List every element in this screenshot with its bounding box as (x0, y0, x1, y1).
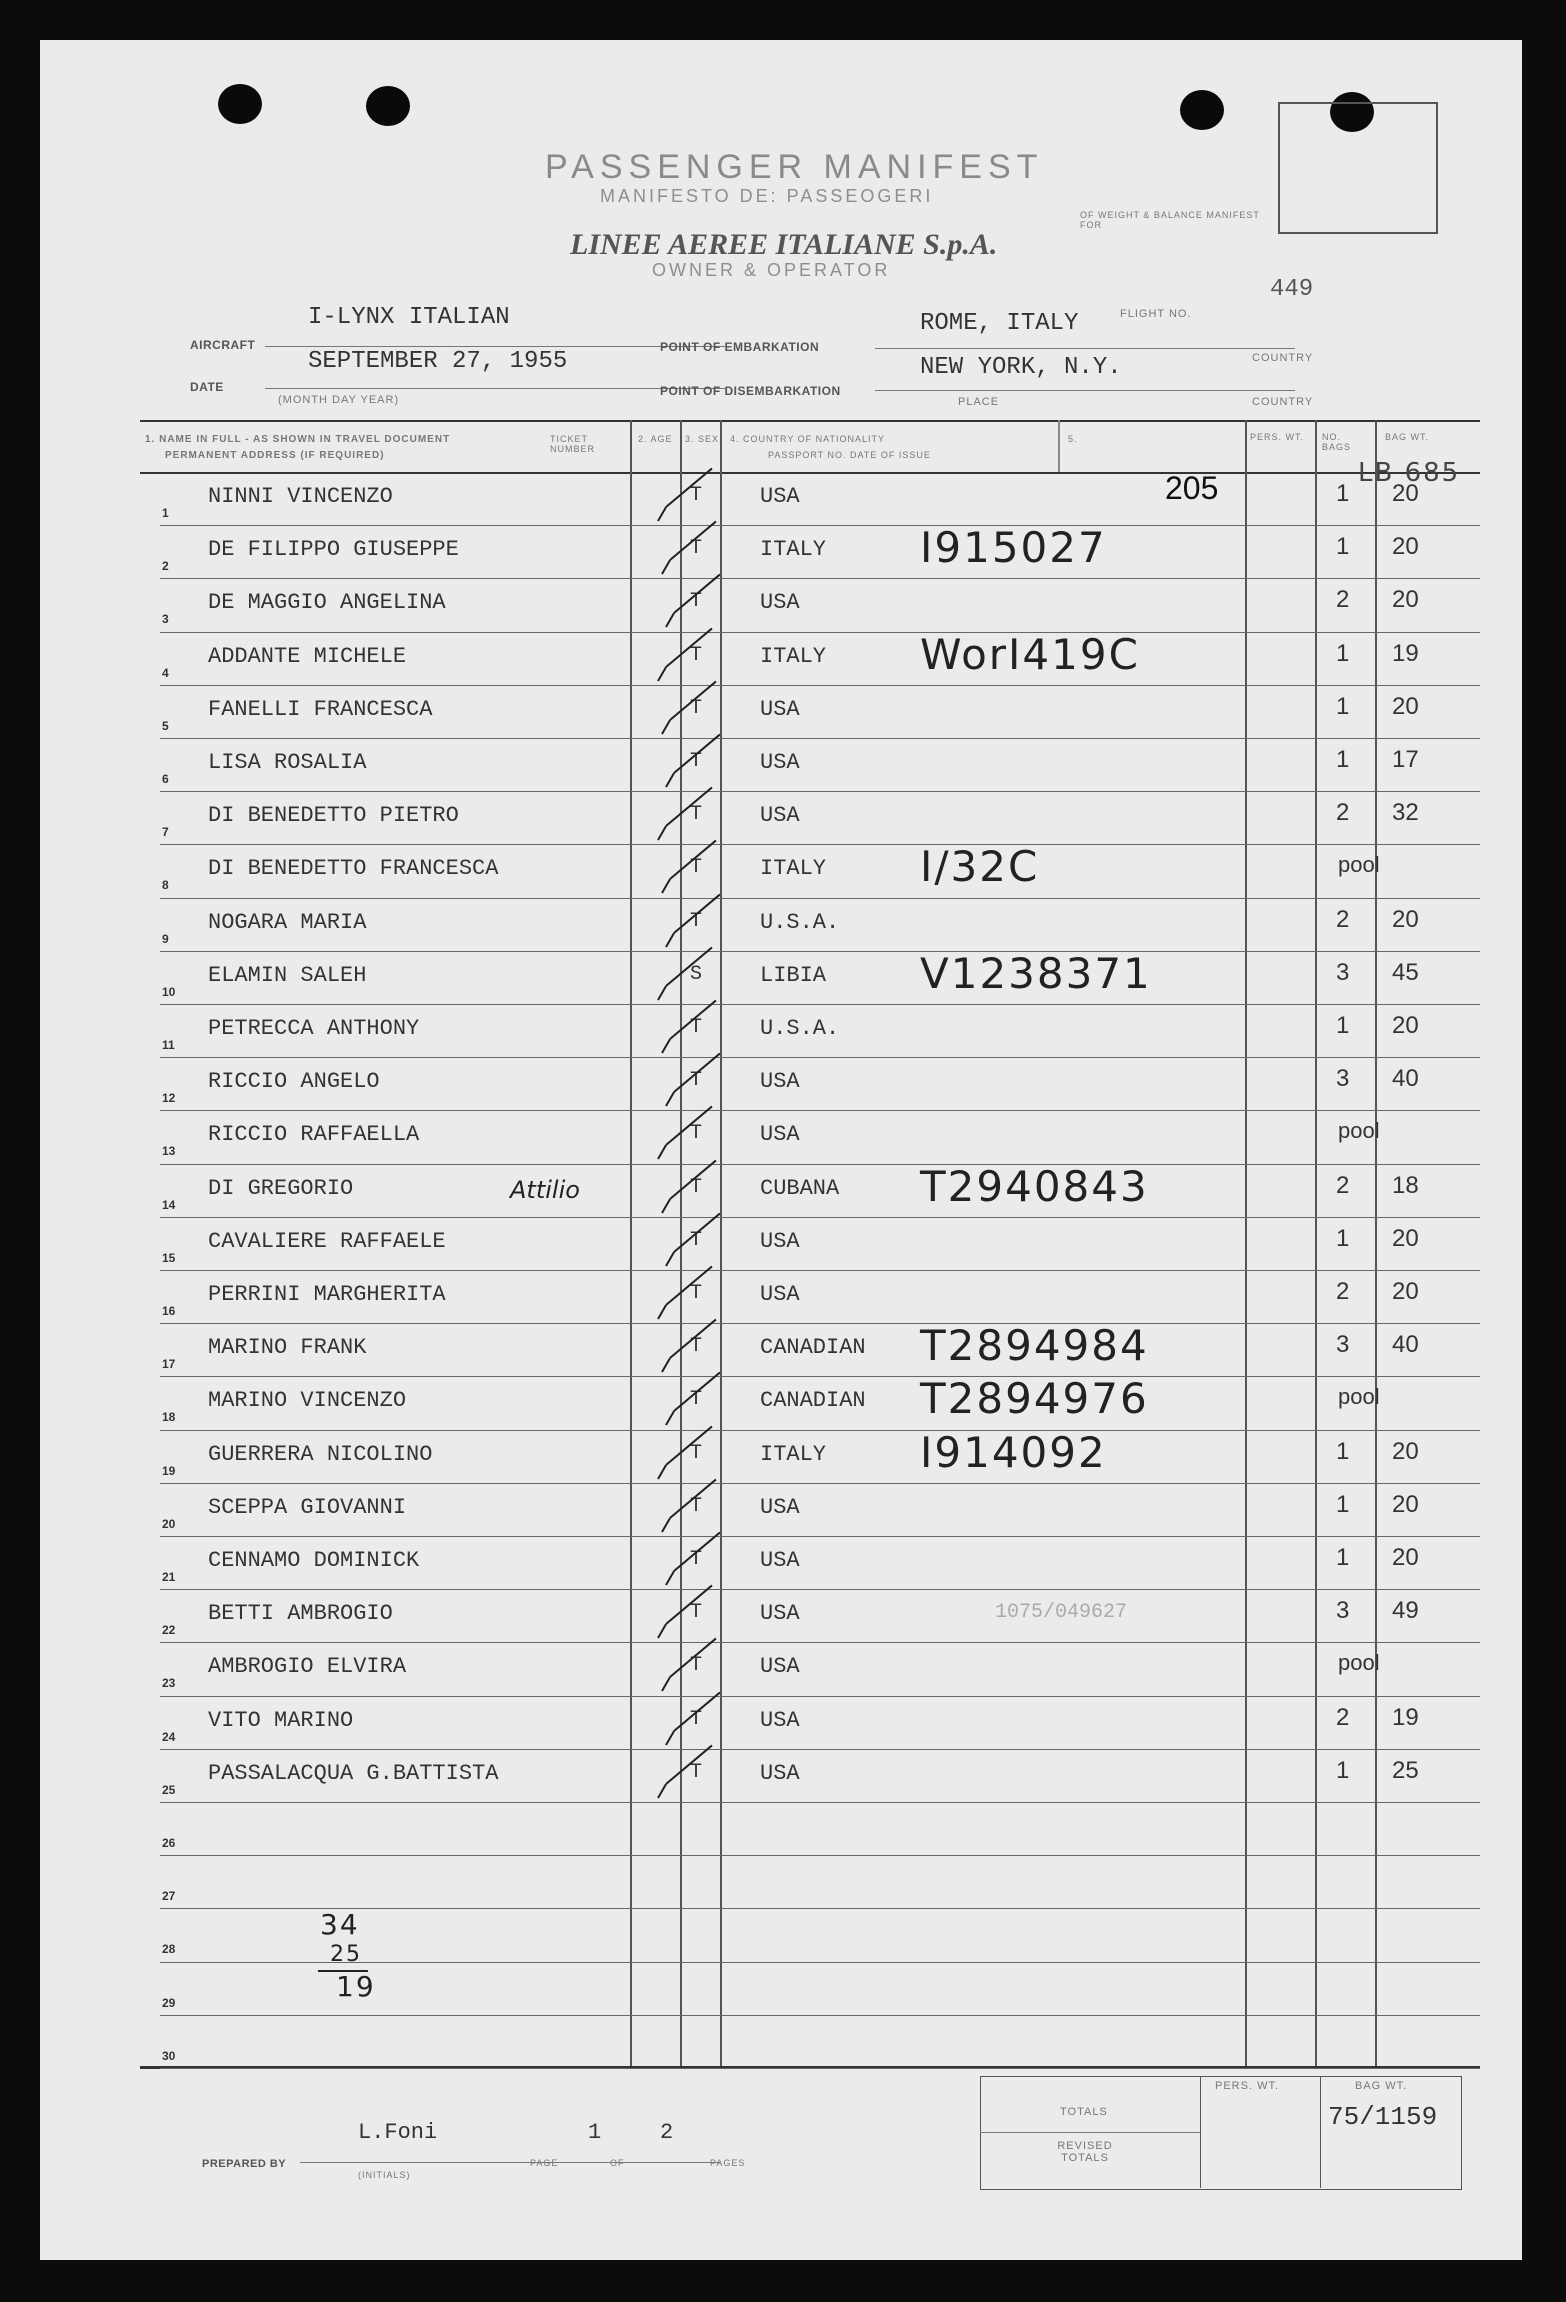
manifest-subtitle: MANIFESTO DE: PASSEOGERI (600, 186, 934, 206)
page-label: PAGE (530, 2158, 559, 2168)
passenger-country: USA (760, 1548, 800, 1573)
row-number: 9 (162, 931, 169, 946)
check-mark (665, 1411, 675, 1426)
total-pages: 2 (660, 2120, 674, 2145)
pooled-baggage: pool (1338, 1118, 1380, 1144)
row-number: 7 (162, 825, 169, 840)
col-name-header-2: PERMANENT ADDRESS (IF REQUIRED) (165, 450, 385, 461)
passenger-name: PETRECCA ANTHONY (208, 1016, 420, 1041)
check-mark (657, 666, 667, 681)
row-number: 23 (162, 1676, 176, 1691)
check-mark (665, 1251, 675, 1266)
bag-count: 1 (1336, 1012, 1350, 1039)
passenger-sex: T (690, 1282, 703, 1305)
bag-count: 3 (1336, 1331, 1350, 1359)
punch-hole (1180, 90, 1224, 130)
passenger-country: USA (760, 803, 800, 829)
passenger-name: VITO MARINO (208, 1707, 354, 1733)
passenger-country: USA (760, 484, 800, 509)
initials-label: (INITIALS) (358, 2170, 411, 2180)
check-mark-stroke (665, 1425, 712, 1465)
passport-number-handwritten: I/32C (920, 842, 1040, 892)
passenger-country: ITALY (760, 856, 827, 882)
check-mark (657, 826, 667, 841)
check-mark (657, 1783, 667, 1798)
check-mark (665, 1571, 675, 1586)
passenger-country: USA (760, 1282, 800, 1307)
bag-count: 2 (1336, 1171, 1350, 1199)
row-number: 24 (162, 1729, 176, 1744)
table-top-rule (140, 420, 1480, 422)
row-number: 17 (162, 1357, 176, 1372)
row-number: 22 (162, 1623, 176, 1638)
passenger-country: USA (760, 1601, 800, 1627)
passenger-country: USA (760, 1122, 800, 1148)
passenger-name: NINNI VINCENZO (208, 484, 393, 509)
bag-count: 2 (1336, 799, 1350, 827)
tally-1: 34 (320, 1908, 360, 1941)
row-number: 11 (162, 1038, 175, 1052)
row-rule (160, 898, 1480, 899)
row-rule (160, 951, 1480, 952)
check-mark (665, 1092, 675, 1107)
bag-count: 1 (1336, 746, 1350, 773)
passenger-name: PASSALACQUA G.BATTISTA (208, 1760, 499, 1786)
passenger-sex: T (690, 1548, 703, 1571)
tally-2: 25 (330, 1942, 362, 1967)
check-mark (661, 560, 671, 575)
row-rule (160, 578, 1480, 579)
col-country-header-2: PASSPORT NO. DATE OF ISSUE (768, 450, 931, 460)
passenger-sex: T (690, 484, 703, 507)
country-label-2: COUNTRY (1252, 396, 1314, 408)
footer-bag-wt-label: BAG WT. (1355, 2080, 1408, 2092)
passenger-name: BETTI AMBROGIO (208, 1601, 393, 1627)
row-rule (160, 1376, 1480, 1377)
passport-number-handwritten: V1238371 (920, 948, 1152, 998)
bag-count: 1 (1336, 692, 1350, 720)
check-mark (661, 879, 671, 894)
passenger-name: ELAMIN SALEH (208, 962, 367, 988)
passenger-name: DE MAGGIO ANGELINA (208, 590, 446, 616)
disembark-point: NEW YORK, N.Y. (920, 354, 1122, 381)
bag-weight: 40 (1392, 1065, 1419, 1093)
flight-date: SEPTEMBER 27, 1955 (308, 348, 568, 375)
country-label: COUNTRY (1252, 352, 1314, 364)
row-rule (160, 1430, 1480, 1431)
check-mark (661, 1517, 671, 1532)
passenger-name: DI BENEDETTO PIETRO (208, 803, 459, 829)
passenger-sex: T (690, 1441, 703, 1465)
row-number: 30 (162, 2048, 176, 2063)
bag-count: 2 (1336, 1278, 1350, 1305)
row-rule (160, 1642, 1480, 1643)
bag-count: 3 (1336, 1597, 1350, 1625)
passenger-name: LISA ROSALIA (208, 750, 367, 775)
passenger-country: ITALY (760, 537, 827, 563)
row-rule (160, 844, 1480, 845)
row-rule (160, 632, 1480, 633)
date-label: DATE (190, 380, 224, 394)
check-mark (657, 1464, 667, 1479)
bag-weight: 20 (1392, 586, 1419, 614)
passport-number-handwritten: WorI419C (920, 629, 1140, 679)
passenger-sex: T (690, 1228, 703, 1252)
embark-label: POINT OF EMBARKATION (660, 340, 820, 354)
passenger-sex: T (690, 803, 703, 827)
passenger-name: MARINO FRANK (208, 1335, 367, 1361)
punch-hole (218, 84, 262, 124)
pooled-baggage: pool (1338, 1650, 1380, 1676)
passenger-name: SCEPPA GIOVANNI (208, 1494, 407, 1520)
weight-note: OF WEIGHT & BALANCE MANIFEST FOR (1080, 210, 1260, 230)
passenger-sex: T (690, 590, 703, 614)
check-mark-stroke (665, 627, 712, 667)
bag-count: 2 (1336, 586, 1350, 614)
passenger-country: USA (760, 1760, 800, 1786)
check-mark (657, 1305, 667, 1320)
row-annotation: 1075/049627 (995, 1601, 1128, 1625)
of-label: OF (610, 2158, 625, 2168)
passenger-country: USA (760, 1069, 800, 1095)
table-header-rule (140, 472, 1480, 474)
check-mark (665, 773, 675, 788)
embark-point: ROME, ITALY (920, 310, 1079, 337)
row-rule (160, 685, 1480, 686)
bag-weight: 32 (1392, 799, 1419, 827)
check-mark (665, 1730, 675, 1745)
passenger-country: U.S.A. (760, 909, 840, 935)
row-number: 4 (162, 665, 169, 680)
page-number: 1 (588, 2120, 602, 2145)
passenger-country: CANADIAN (760, 1335, 866, 1361)
row-annotation: Attilio (510, 1175, 580, 1204)
passenger-sex: T (690, 696, 703, 720)
col-pcs-header: NO. BAGS (1322, 432, 1352, 452)
col-name-header: 1. NAME IN FULL - AS SHOWN IN TRAVEL DOCUMENT (145, 434, 451, 445)
passenger-sex: T (690, 1494, 703, 1518)
row-rule (160, 1164, 1480, 1165)
row-rule (160, 1483, 1480, 1484)
passport-number-handwritten: T2894984 (920, 1321, 1149, 1371)
check-mark (661, 1358, 671, 1373)
footer-pers-wt-label: PERS. WT. (1215, 2080, 1280, 2092)
passenger-country: U.S.A. (760, 1016, 840, 1041)
row-number: 18 (162, 1410, 176, 1425)
passenger-sex: T (690, 1069, 703, 1093)
bag-weight: 49 (1392, 1597, 1419, 1625)
check-mark (657, 985, 667, 1000)
row-rule (160, 1270, 1480, 1271)
row-number: 27 (162, 1889, 176, 1904)
corner-box (1278, 102, 1438, 234)
bag-weight: 19 (1392, 639, 1419, 667)
row-number: 19 (162, 1463, 176, 1478)
bag-count: 1 (1336, 1224, 1350, 1252)
passenger-country: ITALY (760, 643, 827, 669)
passport-number-handwritten: I914092 (920, 1427, 1107, 1477)
passport-number-handwritten: T2894976 (920, 1374, 1149, 1424)
row-number: 14 (162, 1197, 176, 1212)
bag-count: 1 (1336, 639, 1350, 667)
flight-no-label: FLIGHT NO. (1120, 308, 1192, 320)
passenger-sex: T (690, 1601, 703, 1625)
bag-count: 1 (1336, 533, 1350, 561)
bag-weight: 20 (1392, 905, 1419, 933)
passenger-name: DE FILIPPO GIUSEPPE (208, 537, 459, 563)
passenger-sex: T (690, 1175, 703, 1199)
bag-weight: 19 (1392, 1703, 1419, 1731)
passenger-country: CUBANA (760, 1175, 840, 1201)
row-number: 10 (162, 984, 176, 999)
bag-weight-total: 75/1159 (1328, 2102, 1438, 2132)
row-number: 2 (162, 559, 169, 574)
passenger-country: USA (760, 590, 800, 616)
check-mark-stroke (665, 1585, 712, 1625)
prepared-by: L.Foni (358, 2120, 438, 2145)
passenger-sex: T (690, 1707, 703, 1731)
passenger-sex: T (690, 1335, 703, 1359)
check-mark-stroke (665, 946, 712, 986)
bag-weight: 40 (1392, 1331, 1419, 1359)
passenger-name: RICCIO ANGELO (208, 1069, 380, 1095)
row-rule (160, 1696, 1480, 1697)
check-mark (657, 507, 667, 522)
row-rule (160, 1855, 1480, 1856)
bag-weight: 17 (1392, 746, 1419, 773)
place-label: PLACE (958, 396, 1000, 408)
check-mark (665, 932, 675, 947)
col-bag-wt-header: BAG WT. (1385, 432, 1430, 442)
bag-count: 1 (1336, 480, 1350, 507)
row-rule (160, 738, 1480, 739)
passenger-country: USA (760, 1707, 800, 1733)
check-mark (657, 1624, 667, 1639)
row-annotation: 205 (1165, 470, 1219, 506)
col-pers-wt-header: PERS. WT. (1250, 432, 1305, 442)
col-country-header: 4. COUNTRY OF NATIONALITY (730, 434, 886, 444)
passenger-name: AMBROGIO ELVIRA (208, 1654, 407, 1680)
row-number: 21 (162, 1570, 176, 1584)
bag-count: 3 (1336, 958, 1350, 986)
passenger-country: USA (760, 750, 800, 775)
passenger-sex: T (690, 1122, 703, 1146)
pooled-baggage: pool (1338, 852, 1380, 878)
passenger-name: DI BENEDETTO FRANCESCA (208, 856, 499, 882)
airline-name: LINEE AEREE ITALIANE S.p.A. (570, 228, 998, 261)
row-number: 8 (162, 878, 169, 893)
check-mark (661, 719, 671, 734)
passenger-name: ADDANTE MICHELE (208, 643, 407, 669)
row-rule (160, 791, 1480, 792)
check-mark (665, 613, 675, 628)
row-number: 29 (162, 1995, 176, 2010)
passenger-sex: T (690, 1016, 703, 1039)
bag-count: 3 (1336, 1065, 1350, 1093)
row-number: 26 (162, 1836, 176, 1850)
col-5-header: 5. (1068, 434, 1078, 444)
bag-weight: 20 (1392, 1544, 1419, 1571)
passenger-name: DI GREGORIO (208, 1175, 354, 1201)
check-mark-stroke (665, 1266, 712, 1306)
row-rule (160, 1589, 1480, 1590)
passenger-sex: T (690, 856, 703, 880)
aircraft: I-LYNX ITALIAN (308, 304, 510, 331)
bag-weight: 45 (1392, 958, 1419, 986)
manifest-title: PASSENGER MANIFEST (545, 148, 1044, 186)
row-rule (160, 1323, 1480, 1324)
owner-label: OWNER & OPERATOR (652, 260, 891, 280)
passenger-sex: T (690, 1388, 703, 1412)
passenger-sex: T (690, 643, 703, 667)
bag-count: 2 (1336, 905, 1350, 933)
bag-weight: 20 (1392, 1490, 1419, 1518)
row-number: 13 (162, 1144, 176, 1159)
check-mark (661, 1677, 671, 1692)
bag-weight: 20 (1392, 692, 1419, 720)
manifest-sheet (40, 40, 1522, 2260)
col-sex-header: 3. SEX (685, 434, 720, 444)
bag-weight: 20 (1392, 1224, 1419, 1252)
bag-weight: 20 (1392, 1437, 1419, 1465)
punch-hole (366, 86, 410, 126)
row-number: 6 (162, 772, 169, 786)
row-number: 1 (162, 506, 169, 520)
bag-weight: 20 (1392, 1012, 1419, 1039)
passenger-sex: T (690, 909, 703, 933)
bag-weight: 20 (1392, 533, 1419, 561)
bag-count: 1 (1336, 1490, 1350, 1518)
bag-weight: 20 (1392, 1278, 1419, 1305)
row-rule (160, 1802, 1480, 1803)
bag-count: 1 (1336, 1756, 1350, 1784)
row-rule (160, 1057, 1480, 1058)
bag-weight: 18 (1392, 1171, 1419, 1199)
row-rule (160, 1536, 1480, 1537)
tally-3: 19 (336, 1970, 376, 2003)
bag-header-note: LB 685 (1358, 458, 1461, 488)
totals-box (980, 2076, 1462, 2190)
passenger-country: USA (760, 1654, 800, 1680)
bag-count: 1 (1336, 1437, 1350, 1465)
check-mark (661, 1198, 671, 1213)
passenger-sex: T (690, 537, 703, 561)
row-rule (160, 1110, 1480, 1111)
check-mark-stroke (665, 1744, 712, 1784)
passenger-name: MARINO VINCENZO (208, 1388, 407, 1414)
row-number: 16 (162, 1304, 176, 1318)
row-rule (160, 525, 1480, 526)
passenger-country: USA (760, 696, 800, 722)
passenger-name: CAVALIERE RAFFAELE (208, 1228, 446, 1254)
passenger-country: ITALY (760, 1441, 827, 1467)
passport-number-handwritten: T2940843 (920, 1161, 1149, 1211)
bag-weight: 20 (1392, 480, 1419, 507)
row-number: 20 (162, 1516, 176, 1531)
row-rule (160, 2015, 1480, 2016)
passenger-country: LIBIA (760, 962, 827, 988)
bag-count: 2 (1336, 1703, 1350, 1731)
pages-label: PAGES (710, 2158, 746, 2168)
passenger-name: PERRINI MARGHERITA (208, 1282, 446, 1307)
date-format: (MONTH DAY YEAR) (278, 394, 400, 406)
row-rule (160, 1217, 1480, 1218)
flight-no: 449 (1270, 276, 1314, 303)
col-age-header: 2. AGE (638, 434, 673, 444)
totals-label: TOTALS (1060, 2106, 1108, 2118)
passport-number-handwritten: I915027 (920, 523, 1107, 573)
check-mark (661, 1039, 671, 1054)
row-number: 5 (162, 718, 169, 733)
row-rule (160, 1749, 1480, 1750)
passenger-sex: T (690, 750, 703, 773)
passenger-country: CANADIAN (760, 1388, 866, 1414)
passenger-name: FANELLI FRANCESCA (208, 696, 433, 722)
row-number: 28 (162, 1942, 176, 1957)
passenger-sex: S (690, 962, 703, 986)
passenger-country: USA (760, 1494, 800, 1520)
prepared-label: PREPARED BY (202, 2158, 287, 2170)
disembark-label: POINT OF DISEMBARKATION (660, 384, 841, 398)
passenger-name: CENNAMO DOMINICK (208, 1548, 420, 1573)
row-number: 3 (162, 612, 169, 627)
row-rule (160, 2068, 1480, 2069)
row-number: 12 (162, 1091, 176, 1106)
check-mark-stroke (665, 1106, 712, 1146)
col-ticket-header: TICKET NUMBER (550, 434, 596, 454)
passenger-name: GUERRERA NICOLINO (208, 1441, 433, 1467)
passenger-name: RICCIO RAFFAELLA (208, 1122, 420, 1148)
passenger-name: NOGARA MARIA (208, 909, 367, 935)
check-mark (657, 1145, 667, 1160)
pooled-baggage: pool (1338, 1384, 1380, 1410)
bag-count: 1 (1336, 1544, 1350, 1571)
row-number: 25 (162, 1782, 176, 1797)
row-number: 15 (162, 1250, 176, 1265)
aircraft-label: AIRCRAFT (190, 338, 256, 352)
bag-weight: 25 (1392, 1756, 1419, 1784)
passenger-country: USA (760, 1228, 800, 1254)
passenger-sex: T (690, 1760, 703, 1784)
check-mark-stroke (665, 787, 712, 827)
passenger-sex: T (690, 1654, 703, 1678)
revised-totals-label: REVISED TOTALS (1057, 2140, 1113, 2164)
row-rule (160, 1004, 1480, 1005)
